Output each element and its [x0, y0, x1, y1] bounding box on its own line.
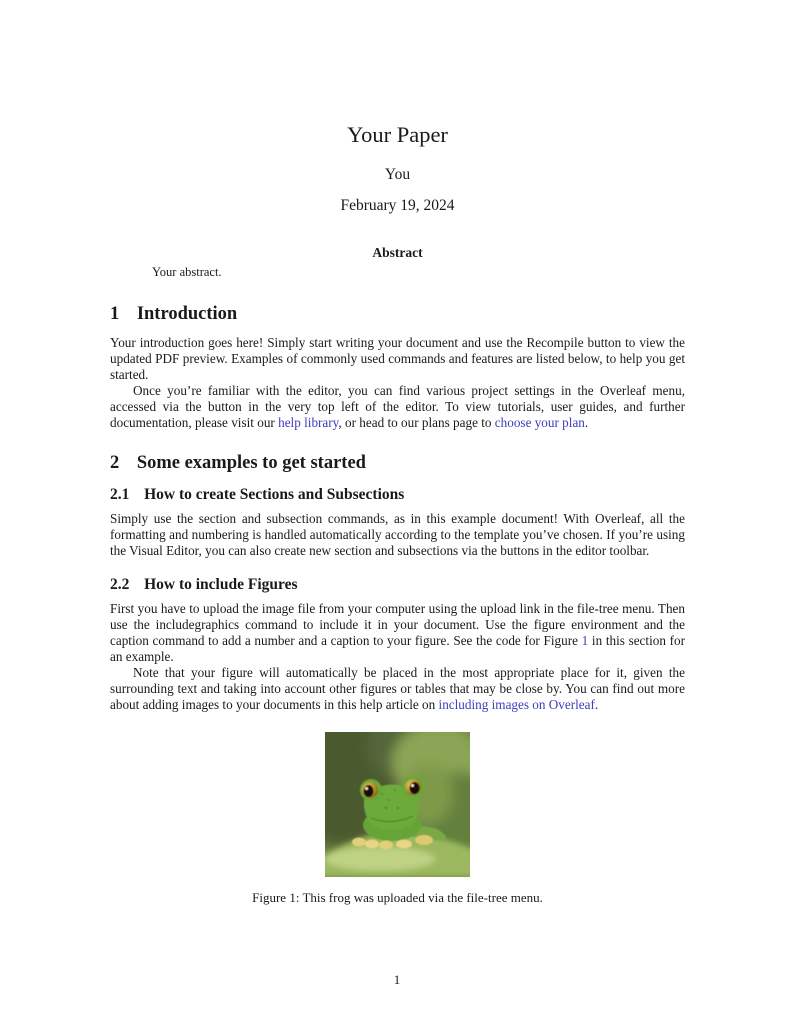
- page-number: 1: [393, 972, 401, 987]
- subsections-paragraph-1: Simply use the section and subsection commands, as in this example document! With Overleaf, all the formatting and numbering is handled automatically according to the template you’ve chosen. If you’re using the Visual Editor, you can also create new section and subsections via the buttons in the editor toolbar.: [110, 511, 685, 558]
- text-column: [110, 0, 685, 905]
- link-help-library[interactable]: help library: [278, 415, 339, 430]
- frog-photo: [325, 732, 470, 877]
- paragraph-text: First you have to upload the image file from your computer using the upload link in the file-tree menu. Then use the includegraphics command to include it in your document. Use the figure environment and the caption command to add a number and a caption to your figure. See the code for Figure: [110, 601, 685, 648]
- paragraph-text: Note that your figure will automatically be placed in the most appropriate place for it, given the surrounding text and taking into account other figures or tables that may be close by. You can find out more about adding images to your documents in this help article on: [110, 665, 685, 712]
- figure-1-caption: Figure 1: This frog was uploaded via the file-tree menu.: [252, 890, 543, 905]
- paragraph-text: Once you’re familiar with the editor, you can find various project settings in the Overleaf menu, accessed via the button in the very top left of the editor. To view tutorials, user guides, and further documentation, please visit our: [110, 383, 685, 430]
- paragraph-text: .: [594, 697, 599, 712]
- subsection-number: 2.2: [110, 576, 130, 593]
- section-title: Introduction: [136, 304, 238, 324]
- abstract-text: Your abstract.: [152, 265, 222, 279]
- paper-author: You: [384, 166, 411, 183]
- section-1-introduction: [110, 303, 685, 325]
- figure-1: [110, 732, 685, 905]
- abstract-heading: Abstract: [372, 245, 423, 260]
- intro-paragraph-2: [110, 383, 685, 431]
- subsection-2-1-sections: [110, 486, 685, 504]
- link-including-images-on-overleaf[interactable]: including images on Overleaf: [438, 697, 595, 712]
- paragraph-text: , or head to our plans page to: [338, 415, 495, 430]
- paragraph-text: in this section for an example.: [110, 633, 685, 664]
- link-choose-your-plan[interactable]: choose your plan: [494, 415, 585, 430]
- section-number: 2: [110, 453, 120, 473]
- paragraph-text: .: [584, 415, 589, 430]
- section-2-examples: [110, 452, 685, 474]
- paper-date: February 19, 2024: [340, 197, 455, 214]
- subsection-2-2-figures: [110, 576, 685, 594]
- subsection-title: How to include Figures: [144, 576, 298, 593]
- figures-paragraph-2: [110, 665, 685, 713]
- section-title: Some examples to get started: [136, 453, 366, 473]
- link-figure-1-ref[interactable]: 1: [581, 633, 589, 648]
- subsection-number: 2.1: [110, 486, 130, 503]
- section-number: 1: [110, 304, 120, 324]
- figures-paragraph-1: [110, 601, 685, 665]
- intro-paragraph-1: Your introduction goes here! Simply start writing your document and use the Recompile button to view the updated PDF preview. Examples of commonly used commands and features are listed below, to help you get started.: [110, 335, 685, 382]
- paper-title: Your Paper: [347, 122, 448, 147]
- subsection-title: How to create Sections and Subsections: [144, 486, 405, 503]
